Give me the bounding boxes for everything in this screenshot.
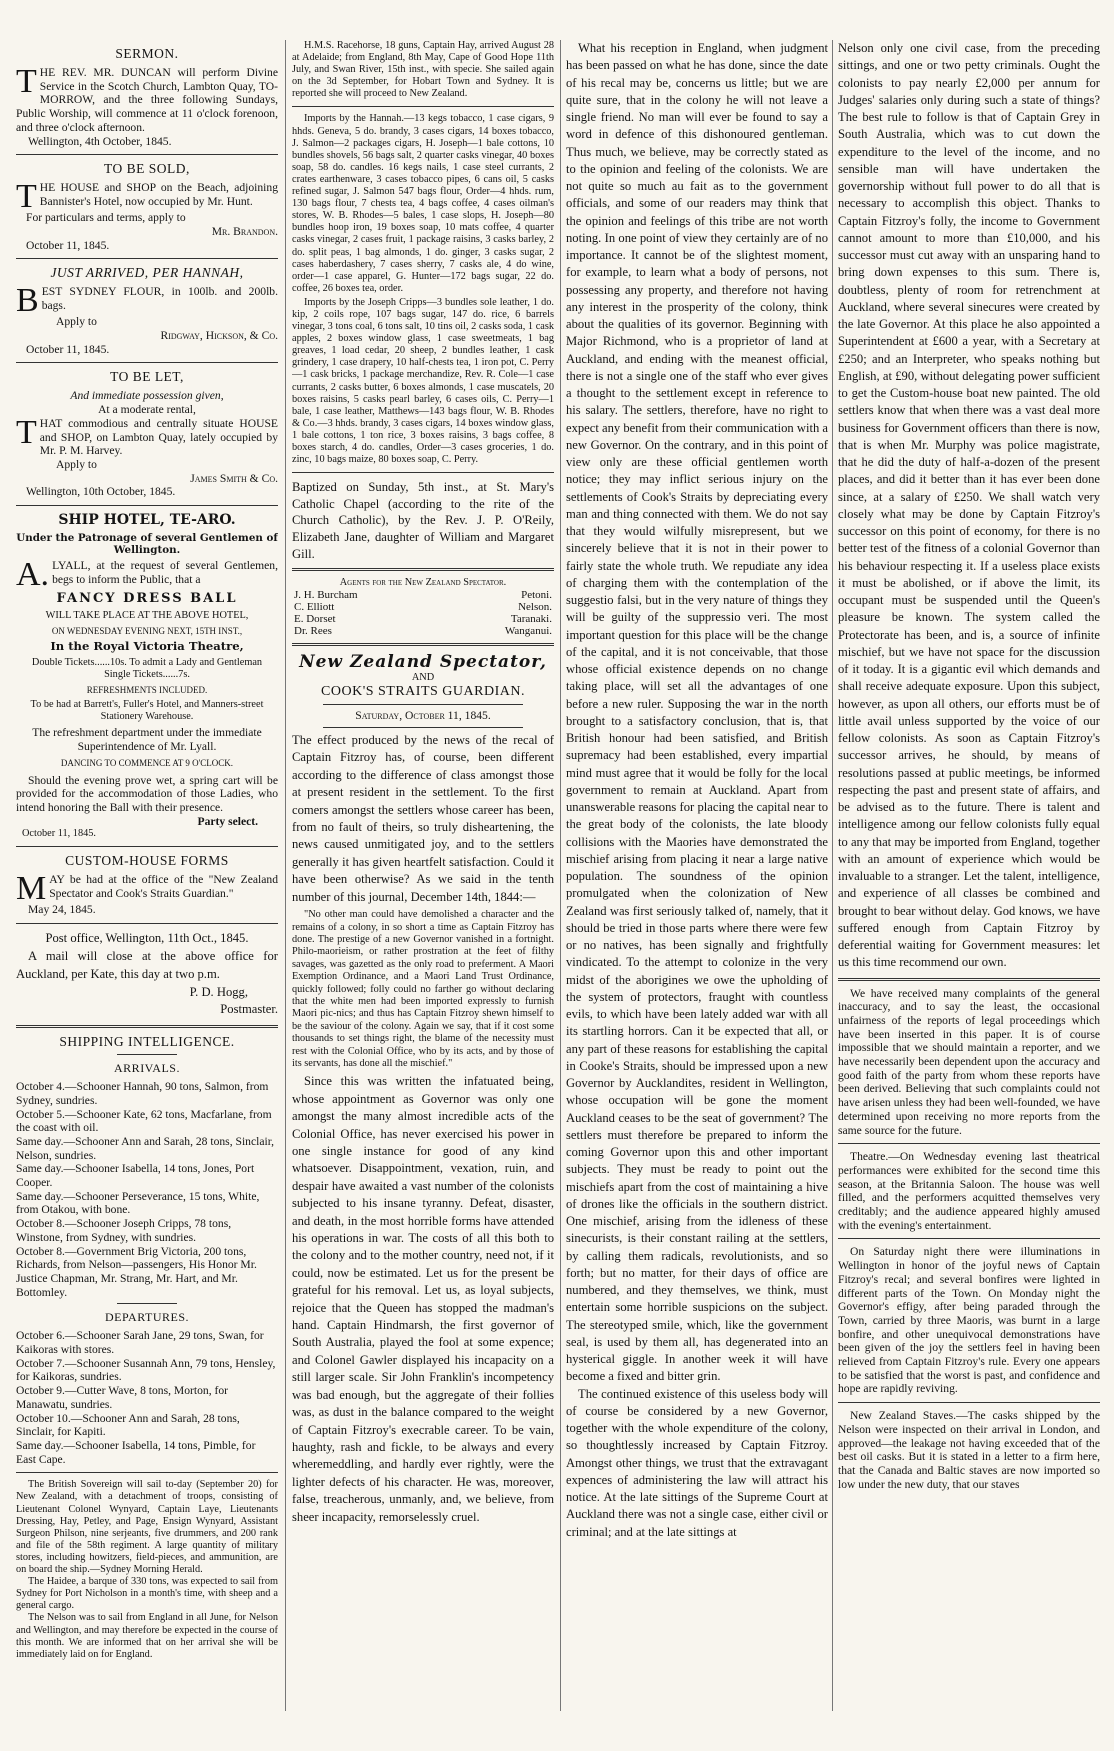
column-rule bbox=[560, 40, 561, 1711]
shipping-note: The Haidee, a barque of 330 tons, was expected to sail from Sydney for Port Nicholson in a month's time, with sheep and a general cargo. bbox=[16, 1576, 278, 1612]
column-4 bbox=[838, 40, 1100, 1711]
refreshments-line: REFRESHMENTS INCLUDED. bbox=[86, 684, 208, 695]
advert-date: May 24, 1845. bbox=[28, 903, 96, 917]
dancing-time: DANCING TO COMMENCE AT 9 O'CLOCK. bbox=[60, 758, 234, 769]
leader-column-3: What his reception in England, when judgment has been passed on what he has done, since the date of his recal may be, concerns us little; but we are quite sure, that in the colony he will not leave a single friend. No man will ever be found to say a word in defence of this dishonoured gentleman. Thus much, we believe, may be correctly stated as to the opinion and feeling of the colonists. We are not quite so much au fait as to the government officials, and some of our readers may think that the opinion and feelings of this tribe are not worth noting. In one point of view they certainly are of no importance. It cannot be of the slightest moment, for example, to learn what a body of persons, not possessing any property, and therefore not having any interest in the prosperity of the colony, think about the qualities of its governor. Beginning with Major Richmond, who is a proprietor of land at Auckland, and ending with the meanest official, there is not a single one of the staff who ever gives a thought to the settlement except in reference to his salary. The settlers, therefore, have no right to expect any benefit from their communication with a new Governor. On the contrary, and in this point of view only are these official gentlemen worth notice; they may inflict serious injury on the settlements of Cook's Straits by depreciating every man and thing connected with them. We do not say that they would wilfully misrepresent, but we sincerely believe that it is not in their power to fairly state the whole truth. We repudiate any idea of charging them with the contemplation of the suggestio falsi, but in the very nature of things they will be guilty of the suppressio veri. The most important question for this place will be the change of the capital, and it is not conceivable, that those whose official existence depends on no change taking place, will set all the advantages of one before a new ruler. Supposing the war in the north brought to a satisfactory conclusion, that is, that British honour had been satisfied, and British supremacy had been established, every impartial mind must agree that it would be folly for the local government to remain at Auckland. Apart from unanswerable reasons for placing the capital near to the great body of the colonists, the late bloody collisions with the Maories have demonstrated the mischief arising from placing it near a large native population. The soundness of the opinion promulgated when the colonization of New Zealand was first seriously talked of, namely, that it should be tried in those parts where there were few or no natives, has been signally and frightfully vindicated. To the attempt to colonize in the very midst of the aborigines we owe the upholding of the system of protectors, fraught with countless evils, to which have been lately added war with all its startling horrors. Can it be expected that all, or any part of these reasons for establishing the capital in Cooke's Straits, should be impressed upon a new Governor by Aucklandites, resident in Wellington, whose occupation will be gone the moment Auckland ceases to be the seat of government? The settlers must therefore be prepared to inform the coming Governor upon this and other important subjects. They must be ready to point out the mischiefs apart from the cost of maintaining a hive of drones like the officials in the southern district. One mischief, arising from the idleness of these sinecurists, is their constant railing at the settlers, by calling them radicals, revolutionists, and so forth; but no matter, for their days of office are numbered, and they themselves, we think, must entertain some horrible suspicions on the subject. The stereotyped smile, which, like the government seal, is used by them all, has degenerated into an hysterical giggle. In another week it will have become a fixed and bitter grin. bbox=[566, 41, 828, 1384]
single-tickets: Single Tickets......7s. bbox=[104, 668, 190, 680]
agents-box bbox=[292, 577, 554, 637]
agent-name: E. Dorset bbox=[294, 613, 336, 626]
agent-row bbox=[292, 601, 554, 613]
imports-joseph-cripps: Imports by the Joseph Cripps—3 bundles sole leather, 1 do. kip, 2 coils rope, 107 bags sugar, 147 do. rice, 6 barrels vinegar, 3 tons coal, 6 tons salt, 10 tins oil, 2 casks soda, 1 cask apples, 2 boxes window glass, 1 case sweetmeats, 1 bag greaves, 1 load cedar, 20 sheep, 2 bundles leather, 1 cask grindery, 1 case drapery, 10 half-chests tea, 1 iron pot, C. Perry—1 cask bricks, 1 package merchandize, Rev. R. Cole—1 case currants, 2 casks butter, 6 boxes almonds, 1 case muscatels, 20 boxes raisins, 5 casks pearl barley, 6 cases oils, C. Perry—1 bale, 1 case leather, Matthews—143 bags flour, W. B. Rhodes & Co.—3 hhds. brandy, 3 cases cigars, 14 boxes window glass, 1 bale cottons, 1 ton rice, 3 boxes raisins, 3 bags coffee, 8 boxes starch, 4 do. candles, Order—3 cases groceries, 1 do. zinc, 10 bags maize, 80 boxes soap, C. Perry. bbox=[292, 296, 554, 466]
advert-text: LYALL, at the request of several Gentlemen, begs to inform the Public, that a bbox=[52, 559, 278, 586]
to-be-let-advert bbox=[16, 369, 278, 499]
agent-row bbox=[292, 625, 554, 637]
drop-cap: T bbox=[16, 413, 37, 451]
refreshment-dept: The refreshment department under the immediate Superintendence of Mr. Lyall. bbox=[32, 726, 262, 753]
agent-row bbox=[292, 589, 554, 601]
complaints-notice: We have received many complaints of the general inaccuracy, and to say the least, the occasional unfairness of the reports of legal proceedings which have been inserted in this paper. It is of course impossible that we should maintain a reporter, and we have necessarily been dependent upon the accuracy and good faith of the party from whom these reports have been derived. Believing that such complaints could not have arisen unless they had been well-founded, we have determined upon receiving no more reports from the same source for the future. bbox=[838, 986, 1100, 1137]
leader-continued: Since this was written the infatuated being, whose appointment as Governor was only one amongst the many almost incredible acts of the Colonial Office, has never exercised his power in one single instance for good of any kind whatsoever. Disappointment, vexation, ruin, and despair have awaited a vast number of the colonists subjected to his insane tyranny. Defeat, disaster, and death, in the most horrible forms have attended his operations in war. The costs of all this both to the colony and to the mother country, need not, if it could, now be estimated. Let us for the present be grateful for his removal. Let us, as loyal subjects, rejoice that the Queen has stopped the madman's hand. Captain Hindmarsh, the first governor of South Australia, played the fool at some expence; and Colonel Gawler displayed his incapacity on a still larger scale. Sir John Franklin's incompetency was bad enough, but the aggregate of their follies was, as dust in the balance compared to the weight of Captain Fitzroy's execrable career. To be vain, haughty, rash and fickle, to be always and every wheremeddling, and hardly ever rightly, were the lighter defects of his character. He was, moreover, false, treacherous, unmanly, and, we believe, from sheer incapacity, remorselessly cruel. bbox=[292, 1074, 554, 1524]
advert-signer: Mr. Brandon. bbox=[211, 224, 278, 238]
racehorse-news: H.M.S. Racehorse, 18 guns, Captain Hay, arrived August 28 at Adelaide; from England, 8th May, Cape of Good Hope 11th July, and Swan River, 15th inst., with specie. She sailed again on the 3d September, for Hobart Town and Sydney. It is reported she will proceed to New Zealand. bbox=[292, 40, 554, 100]
masthead-subtitle: COOK'S STRAITS GUARDIAN. bbox=[321, 684, 525, 700]
agent-place: Petoni. bbox=[521, 589, 552, 602]
agent-place: Wanganui. bbox=[504, 625, 552, 638]
arrival-entry: October 8.—Schooner Joseph Cripps, 78 tons, Winstone, from Sydney, with sundries. bbox=[16, 1217, 232, 1244]
masthead-and: AND bbox=[411, 672, 435, 684]
departure-entry: October 7.—Schooner Susannah Ann, 79 tons, Hensley, for Kaikoras, sundries. bbox=[16, 1356, 276, 1384]
column-3 bbox=[566, 40, 828, 1711]
fancy-dress-ball: FANCY DRESS BALL bbox=[56, 590, 238, 606]
advert-text: AY be had at the office of the "New Zealand Spectator and Cook's Straits Guardian." bbox=[49, 873, 278, 901]
leader-opening: The effect produced by the news of the recal of Captain Fitzroy has, of course, been different according to the difference of class amongst those at present resident in the settlement. To the first comers amongst the settlers whose career has been, from no fault of theirs, so truly disheartening, the news caused unmitigated joy, and to the settlers generally it has given heartfelt satisfaction. Could it have been otherwise? As we said in the tenth number of this journal, December 14th, 1844:— bbox=[292, 733, 554, 904]
illuminations-notice: On Saturday night there were illuminations in Wellington in honor of the joyful news of Captain Fitzroy's recal; and several bonfires were lighted in different parts of the Town. On Monday night the Governor's effigy, after being paraded through the Town, carried by three Maoris, was burnt in a large bonfire, and other unequivocal demonstrations have been given of the joy the settlers feel in having been relieved from Captain Fitzroy's rule. Every one appears to be satisfied that the worst is past, and confidence and hope are rapidly reviving. bbox=[838, 1245, 1100, 1396]
masthead bbox=[292, 652, 554, 728]
baptism-notice: Baptized on Sunday, 5th inst., at St. Mary's Catholic Chapel (according to the rite of the Church Catholic), by the Rev. J. P. O'Reily, Elizabeth Jane, daughter of William and Margaret Gill. bbox=[292, 480, 554, 561]
staves-notice: New Zealand Staves.—The casks shipped by the Nelson were inspected on their arrival in London, and approved—the leakage not having exceeded that of the best oil casks. But it is stated in a letter to a firm here, that the Canada and Baltic staves are now imported so low under the new duty, that our staves bbox=[838, 1409, 1100, 1491]
patronage-line: Under the Patronage of several Gentlemen of Wellington. bbox=[16, 532, 278, 557]
advert-text: HAT commodious and centrally situate HOUSE and SHOP, on Lambton Quay, lately occupied by Mr. P. M. Harvey. bbox=[39, 416, 278, 458]
column-2 bbox=[292, 40, 554, 1711]
advert-heading: SHIP HOTEL, TE-ARO. bbox=[58, 512, 236, 529]
advert-date: October 11, 1845. bbox=[26, 342, 110, 356]
agent-name: C. Elliott bbox=[294, 601, 335, 614]
post-office-notice bbox=[16, 930, 278, 1019]
advert-heading: JUST ARRIVED, PER HANNAH, bbox=[50, 265, 244, 281]
shipping-notes bbox=[16, 1479, 278, 1660]
drop-cap: T bbox=[16, 63, 37, 100]
advert-text: EST SYDNEY FLOUR, in 100lb. and 200lb. bags. bbox=[41, 285, 278, 313]
agents-heading: Agents for the New Zealand Spectator. bbox=[339, 577, 507, 589]
arrival-entry: October 5.—Schooner Kate, 62 tons, Macfarlane, from the coast with oil. bbox=[16, 1107, 272, 1135]
column-1 bbox=[16, 40, 278, 1711]
arrival-entry: Same day.—Schooner Isabella, 14 tons, Jones, Port Cooper. bbox=[16, 1162, 255, 1190]
ship-hotel-advert bbox=[16, 512, 278, 840]
shipping-heading: SHIPPING INTELLIGENCE. bbox=[59, 1034, 235, 1050]
postmaster-name: P. D. Hogg, bbox=[189, 984, 248, 999]
advert-heading: TO BE LET, bbox=[110, 369, 184, 385]
advert-signer: James Smith & Co. bbox=[190, 471, 278, 485]
shipping-note: The Nelson was to sail from England in all June, for Nelson and Wellington, and may therefore be expected in the course of this month. We are informed that on her arrival she will be immediately laid on for England. bbox=[16, 1612, 278, 1660]
dateline: Saturday, October 11, 1845. bbox=[355, 709, 491, 723]
masthead-title: New Zealand Spectator, bbox=[299, 652, 547, 673]
arrivals-list bbox=[16, 1080, 278, 1299]
sermon-advert bbox=[16, 46, 278, 148]
theatre-notice: Theatre.—On Wednesday evening last theatrical performances were exhibited for the second time this season, at the Britannia Saloon. The house was well filled, and the performers acquitted themselves very creditably; and the audience appeared highly amused with the evening's entertainment. bbox=[838, 1150, 1100, 1232]
arrivals-heading: ARRIVALS. bbox=[114, 1061, 180, 1076]
advert-apply: For particulars and terms, apply to bbox=[26, 211, 186, 225]
agent-place: Taranaki. bbox=[510, 613, 552, 626]
advert-subheading: And immediate possession given, bbox=[70, 389, 224, 403]
advert-heading: TO BE SOLD, bbox=[104, 161, 190, 177]
double-tickets: Double Tickets......10s. To admit a Lady and Gentleman bbox=[31, 656, 263, 668]
ball-place: WILL TAKE PLACE AT THE ABOVE HOTEL, bbox=[45, 609, 249, 621]
advert-text: HE HOUSE and SHOP on the Beach, adjoining Bannister's Hotel, now occupied by Mr. Hunt. bbox=[39, 181, 278, 208]
ball-theatre: In the Royal Victoria Theatre, bbox=[50, 638, 244, 653]
advert-heading: CUSTOM-HOUSE FORMS bbox=[65, 853, 229, 869]
arrival-entry: Same day.—Schooner Ann and Sarah, 28 tons, Sinclair, Nelson, sundries. bbox=[16, 1134, 274, 1162]
departure-entry: October 9.—Cutter Wave, 8 tons, Morton, for Manawatu, sundries. bbox=[16, 1384, 229, 1411]
departure-entry: October 10.—Schooner Ann and Sarah, 28 tons, Sinclair, for Kapiti. bbox=[16, 1411, 240, 1439]
post-office-line: Post office, Wellington, 11th Oct., 1845. bbox=[45, 931, 249, 946]
shipping-note: The British Sovereign will sail to-day (September 20) for New Zealand, with a detachment of troops, consisting of Lieutenant Colonel Wynyard, Captain Laye, Lieutenants Dressing, Hay, Petley, and Page, Ensign Wynyard, Assistant Surgeon Philson, nine serjeants, five drummers, and 200 rank and file of the 58th regiment. A large quantity of military stores, including howitzers, field-pieces, and ammunition, are on board the ship.—Sydney Morning Herald. bbox=[16, 1479, 278, 1576]
leader-column-4: Nelson only one civil case, from the preceding sittings, and one or two petty criminals. Ought the colonists to pay nearly £2,000 per annum for Judges' salaries only during such a state of things? The best rule to follow is that of Captain Grey in South Australia, which was to cut down the expenditure to the level of the income, and no sensible man will have undertaken the governorship without full power to do all that is necessary to accomplish this object. Thanks to Captain Fitzroy's folly, the income to Government cannot amount to more than £10,000, and his successor must cut away with an unsparing hand to bring down expenses to this sum. There is, doubtless, plenty of room for retrenchment at Auckland, where several sinecures were created by the late Governor. At this place he also appointed a Superintendent at £600 a year, with a Secretary at £250; and an Interpreter, who speaks nothing but English, at £90, without delegating power sufficient to get the Custom-house boat new painted. The old settlers know that when there was a vast deal more business for Government officers than there is now, that is when Mr. Murphy was police magistrate, that he did the duty of half-a-dozen of the present places, and did it better than it has ever been done since, at a salary of £250. We shall watch very closely what may be done by Captain Fitzroy's successor on this point of economy, for there is no better test of the fitness of a colonial Governor than his behaviour respecting it. If a useless place exists it must be abolished, or if above the limit, its occupant must be suspended until the Queen's pleasure be known. The system called the Protectorate has been, and is, a source of infinite mischief, but we have not space for the discussion of it today. It is a gigantic evil which demands and shall receive adequate exposure. Upon this subject, however, as upon all others, our efforts must be of little avail unless supported by the voice of our fellow colonists. As soon as Captain Fitzroy's successor arrives, he should, by means of resolutions passed at public meetings, be informed respecting the past and present state of affairs, and be advised as to the future. There is talent and intelligence among our fellow colonists fully equal to any that may be imported from England, together with an amount of experience which would be invaluable to a stranger. Let the talent, intelligence, and experience of all classes be combined and brought to bear without delay. God knows, we have suffered enough from Captain Fitzroy by deferential waiting for Government measures: let us this time recommend our own. bbox=[838, 41, 1100, 970]
agent-name: Dr. Rees bbox=[294, 625, 332, 638]
arrival-entry: October 8.—Government Brig Victoria, 200 tons, Richards, from Nelson—passengers, His Honor Mr. Justice Chapman, Mr. Strang, Mr. Hart, and Mr. Bottomley. bbox=[16, 1244, 257, 1299]
advert-rental: At a moderate rental, bbox=[98, 403, 196, 417]
to-be-sold-advert bbox=[16, 161, 278, 252]
just-arrived-advert bbox=[16, 265, 278, 356]
post-office-text: A mail will close at the above office for Auckland, per Kate, this day at two p.m. bbox=[16, 948, 278, 981]
agent-place: Nelson. bbox=[518, 601, 552, 614]
advert-signer: Ridgway, Hickson, & Co. bbox=[160, 329, 278, 343]
advert-heading: SERMON. bbox=[115, 46, 179, 61]
departure-entry: Same day.—Schooner Isabella, 14 tons, Pimble, for East Cape. bbox=[16, 1438, 256, 1466]
ticket-outlets: To be had at Barrett's, Fuller's Hotel, and Manners-street Stationery Warehouse. bbox=[30, 698, 264, 722]
advert-date: October 11, 1845. bbox=[22, 828, 96, 840]
advert-text: HE REV. MR. DUNCAN will perform Divine Service in the Scotch Church, Lambton Quay, TO-MORROW, and the three following Sundays, Public Worship, will commence at 11 o'clock forenoon, and three o'clock afternoon. bbox=[16, 66, 278, 134]
leader-quote: "No other man could have demolished a character and the remains of a colony, in so short a time as Captain Fitzroy has done. The prestige of a new Governor vanished in a fortnight. Philo-maorieism, or rather prostration at the feet of filthy savages, was gazetted as the only road to preferment. A Maori Exemption Ordinance, and a Maori Land Trust Ordinance, quickly followed; folly could no farther go without declaring that the white men had been imported expressly to furnish Maori pic-nics; and thus has Captain Fitzroy shewn himself to be the saviour of the colony. Again we say, that if it cost some thousands to set things right, the blame of the necessity must rest with the Colonial Office, who by its acts, and by those of its servants, has done all the mischief." bbox=[292, 909, 554, 1069]
imports-hannah: Imports by the Hannah.—13 kegs tobacco, 1 case cigars, 9 hhds. Geneva, 5 do. brandy, 3 cases cigars, 14 boxes tobacco, J. Salmon—2 packages cigars, H. Joseph—1 bale cottons, 10 bundles shovels, 56 bags salt, 2 quarter casks vinegar, 40 boxes soap, 58 do. candles. 16 kegs nails, 1 case steel currants, 2 crates earthenware, 3 cases tobacco pipes, 6 cans oil, 5 casks refined sugar, J. Salmon 547 bags flour, Order—4 hhds. rum, 130 bags flour, 7 chests tea, 4 bags coffee, 4 cases oilman's stores, W. B. Rhodes—5 bales, 1 case slops, H. Joseph—80 bundles hoop iron, 19 boxes soap, 10 mats coffee, 4 quarter casks vinegar, 2 cases fruit, 1 package raisins, 3 casks barley, 2 do. split peas, 1 bag almonds, 1 do. ginger, 3 casks sugar, 2 cases haberdashery, 7 cases sherry, 7 casks ale, 4 do wine, order—1 case apparel, G. Hunter—172 bags sugar, 22 do. coffee, 26 boxes tea, order. bbox=[292, 113, 554, 294]
arrival-entry: October 4.—Schooner Hannah, 90 tons, Salmon, from Sydney, sundries. bbox=[16, 1080, 269, 1107]
departure-entry: October 6.—Schooner Sarah Jane, 29 tons, Swan, for Kaikoras with stores. bbox=[16, 1329, 264, 1357]
drop-cap: B bbox=[16, 282, 39, 320]
custom-house-forms-advert bbox=[16, 853, 278, 917]
shipping-intelligence bbox=[16, 1034, 278, 1661]
advert-date: October 11, 1845. bbox=[26, 238, 110, 252]
party-select: Party select. bbox=[197, 814, 258, 828]
departures-heading: DEPARTURES. bbox=[104, 1310, 190, 1325]
postmaster-title: Postmaster. bbox=[220, 1002, 278, 1017]
leader-column-3-continued: The continued existence of this useless body will of course be considered by a new Governor, together with the whole expenditure of the colony, so thoughtlessly increased by Captain Fitzroy. Amongst other things, we trust that the extravagant expences of administering the law will attract his notice. At the late sittings of the Supreme Court at Auckland there was not a single case, either civil or criminal; and at the late sittings at bbox=[566, 1386, 828, 1539]
column-rule bbox=[285, 40, 286, 1711]
agent-row bbox=[292, 613, 554, 625]
advert-date: Wellington, 4th October, 1845. bbox=[28, 134, 172, 148]
advert-date: Wellington, 10th October, 1845. bbox=[26, 485, 176, 499]
ball-when: ON WEDNESDAY EVENING NEXT, 15TH INST., bbox=[51, 625, 243, 636]
drop-cap: T bbox=[16, 178, 37, 216]
arrival-entry: Same day.—Schooner Perseverance, 15 tons, White, from Otakou, with bone. bbox=[16, 1189, 260, 1217]
advert-apply: Apply to bbox=[56, 457, 97, 471]
agents-table bbox=[292, 589, 554, 637]
drop-cap: M bbox=[16, 870, 47, 908]
agent-name: J. H. Burcham bbox=[294, 589, 358, 602]
advert-apply: Apply to bbox=[56, 315, 97, 329]
drop-cap: A. bbox=[16, 556, 50, 594]
departures-list bbox=[16, 1329, 278, 1466]
column-rule bbox=[832, 40, 833, 1711]
wet-weather-note: Should the evening prove wet, a spring cart will be provided for the accommodation of those Ladies, who intend honoring the Ball with their presence. bbox=[16, 773, 278, 814]
